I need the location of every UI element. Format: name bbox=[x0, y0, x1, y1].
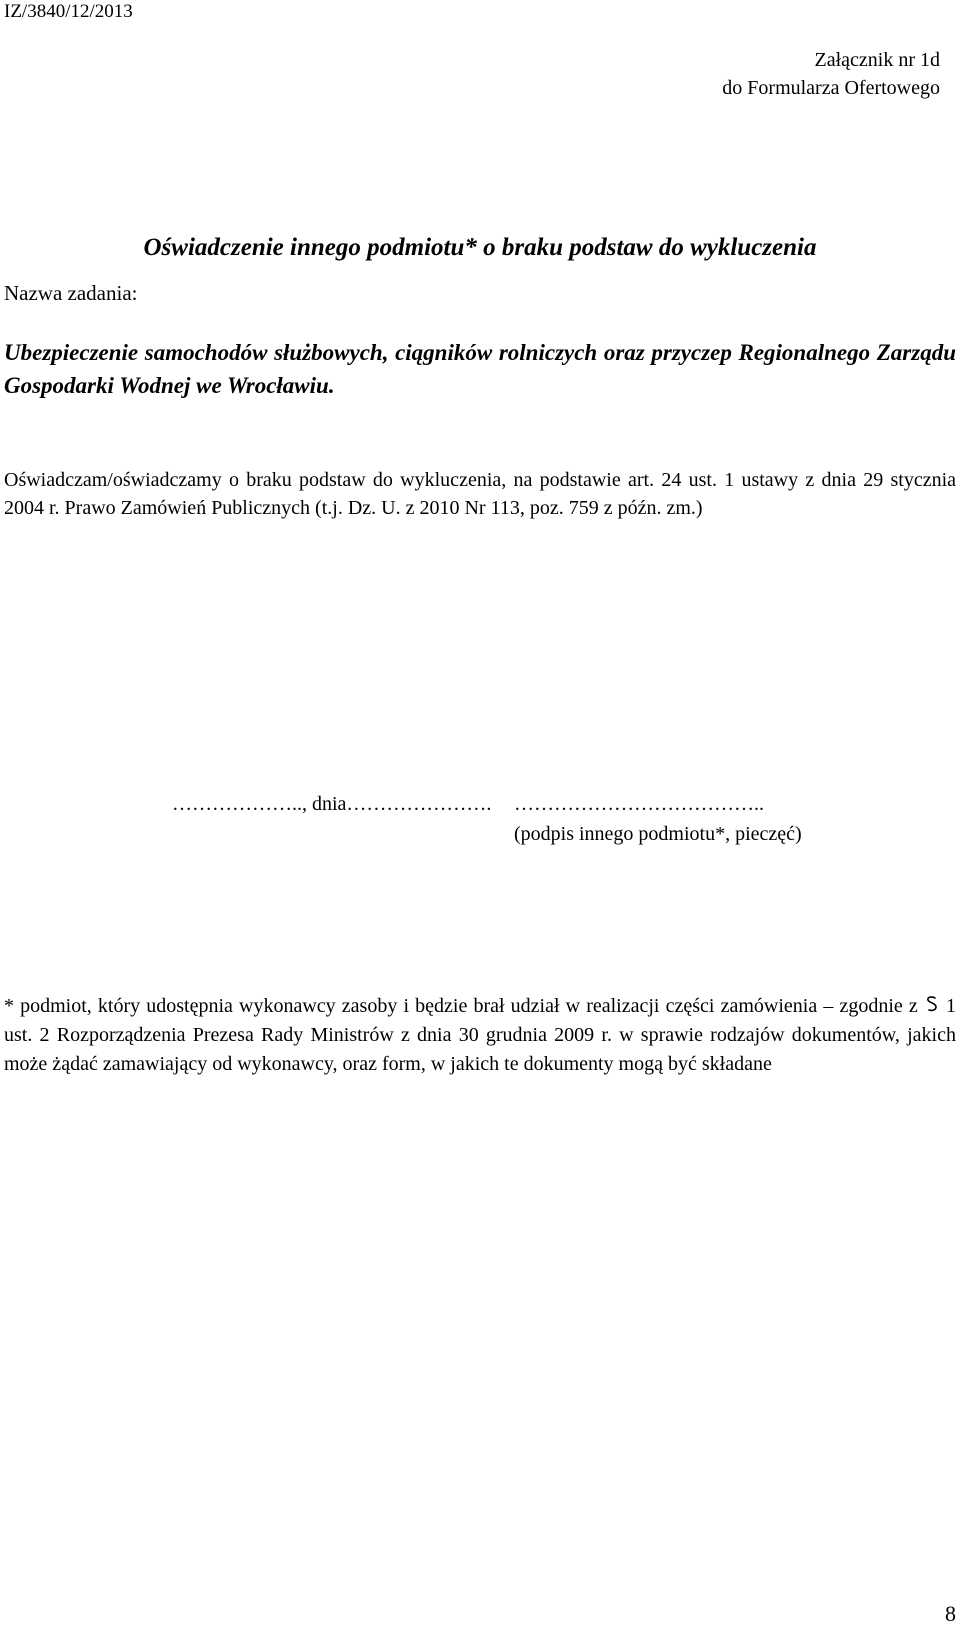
footnote bbox=[4, 992, 956, 1079]
place-date-line: ……………….., dnia…………………. bbox=[172, 793, 492, 815]
annex-line-2: do Formularza Ofertowego bbox=[722, 77, 940, 99]
document-title: Oświadczenie innego podmiotu* o braku podstaw do wykluczenia bbox=[143, 234, 817, 261]
signature-caption: (podpis innego podmiotu*, pieczęć) bbox=[514, 823, 802, 845]
footnote-part-1: * podmiot, który udostępnia wykonawcy zasoby i będzie brał udział w realizacji części zamówienia – zgodnie z bbox=[4, 995, 918, 1017]
section-sign-icon bbox=[924, 995, 940, 1015]
signature-line: ……………………………….. bbox=[514, 793, 764, 815]
annex-line-1: Załącznik nr 1d bbox=[814, 49, 940, 71]
page-number: 8 bbox=[945, 1601, 956, 1626]
footnote-part-2: 1 ust. 2 Rozporządzenia Prezesa Rady Ministrów z dnia 30 grudnia 2009 r. w sprawie rodzajów dokumentów, jakich może żądać zamawiający od wykonawcy, oraz form, w jakich te dokumenty mogą być składane bbox=[4, 995, 956, 1075]
document-number: IZ/3840/12/2013 bbox=[4, 1, 133, 22]
declaration-text: Oświadczam/oświadczamy o braku podstaw do wykluczenia, na podstawie art. 24 ust. 1 ustawy z dnia 29 stycznia 2004 r. Prawo Zamówień Publicznych (t.j. Dz. U. z 2010 Nr 113, poz. 759 z późn. zm.) bbox=[4, 469, 956, 519]
task-label: Nazwa zadania: bbox=[4, 281, 138, 305]
task-name: Ubezpieczenie samochodów służbowych, ciągników rolniczych oraz przyczep Regionalnego Zarządu Gospodarki Wodnej we Wrocławiu. bbox=[4, 340, 956, 398]
annex-label bbox=[540, 46, 940, 102]
